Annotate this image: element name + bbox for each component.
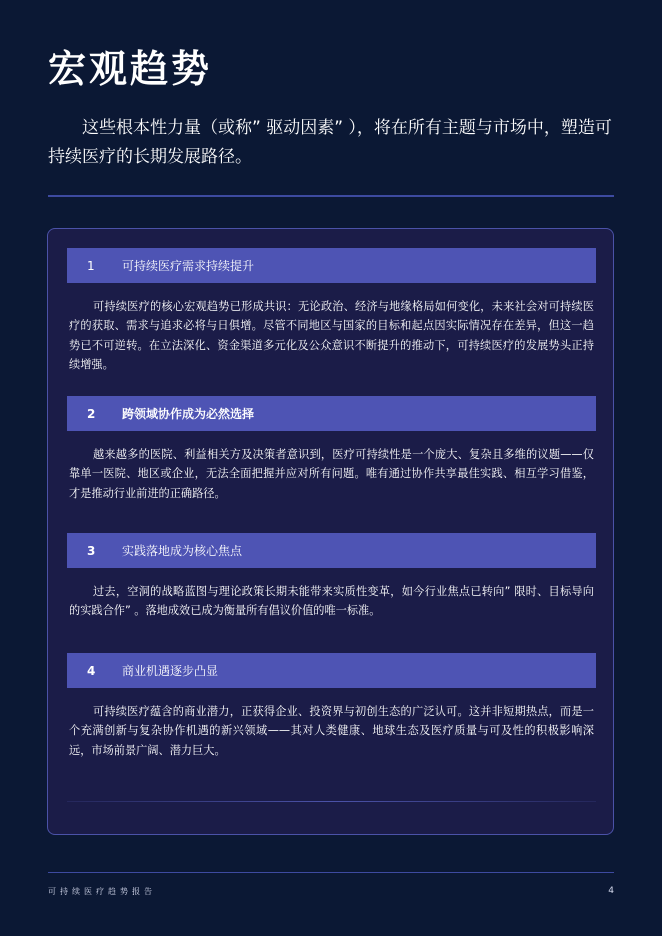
trend-section-2: [67, 396, 596, 503]
panel-divider: [67, 801, 596, 802]
page-title: 宏观趋势: [48, 47, 213, 91]
section-body: 越来越多的医院、利益相关方及决策者意识到，医疗可持续性是一个庞大、复杂且多维的议题——仅靠单一医院、地区或企业，无法全面把握并应对所有问题。唯有通过协作共享最佳实践、相互学习借鉴，才是推动行业前进的正确路径。: [69, 448, 594, 500]
page-number: 4: [608, 886, 614, 896]
trend-section-4: [67, 653, 596, 760]
section-header-3: [67, 533, 596, 568]
trend-section-1: [67, 248, 596, 375]
section-body: 过去，空洞的战略蓝图与理论政策长期未能带来实质性变革，如今行业焦点已转向” 限时、目标导向的实践合作” 。落地成效已成为衡量所有倡议价值的唯一标准。: [69, 585, 594, 618]
section-number: 4: [87, 663, 96, 678]
section-title: 实践落地成为核心焦点: [122, 544, 243, 558]
footer-report-label: 可持续医疗趋势报告: [48, 887, 156, 896]
top-divider: [48, 195, 614, 197]
section-title: 跨领域协作成为必然选择: [122, 407, 255, 421]
section-number: 2: [87, 406, 96, 421]
section-body: 可持续医疗蕴含的商业潜力，正获得企业、投资界与初创生态的广泛认可。这并非短期热点，而是一个充满创新与复杂协作机遇的新兴领域——其对人类健康、地球生态及医疗质量与可及性的积极影响深远，市场前景广阔、潜力巨大。: [69, 705, 594, 757]
section-header-1: [67, 248, 596, 283]
trend-section-3: [67, 533, 596, 621]
intro-paragraph: 这些根本性力量（或称” 驱动因素” ），将在所有主题与市场中，塑造可持续医疗的长期发展路径。: [48, 118, 612, 167]
footer-divider: [48, 872, 614, 873]
section-number: 3: [87, 543, 96, 558]
section-title: 可持续医疗需求持续提升: [122, 259, 255, 273]
section-title: 商业机遇逐步凸显: [122, 664, 219, 678]
section-header-2: [67, 396, 596, 431]
section-body: 可持续医疗的核心宏观趋势已形成共识：无论政治、经济与地缘格局如何变化，未来社会对可持续医疗的获取、需求与追求必将与日俱增。尽管不同地区与国家的目标和起点因实际情况存在差异，但这一趋势已不可逆转。在立法深化、资金渠道多元化及公众意识不断提升的推动下，可持续医疗的发展势头正持续增强。: [69, 300, 594, 372]
trends-panel: [47, 228, 614, 835]
section-number: 1: [87, 258, 95, 273]
section-header-4: [67, 653, 596, 688]
